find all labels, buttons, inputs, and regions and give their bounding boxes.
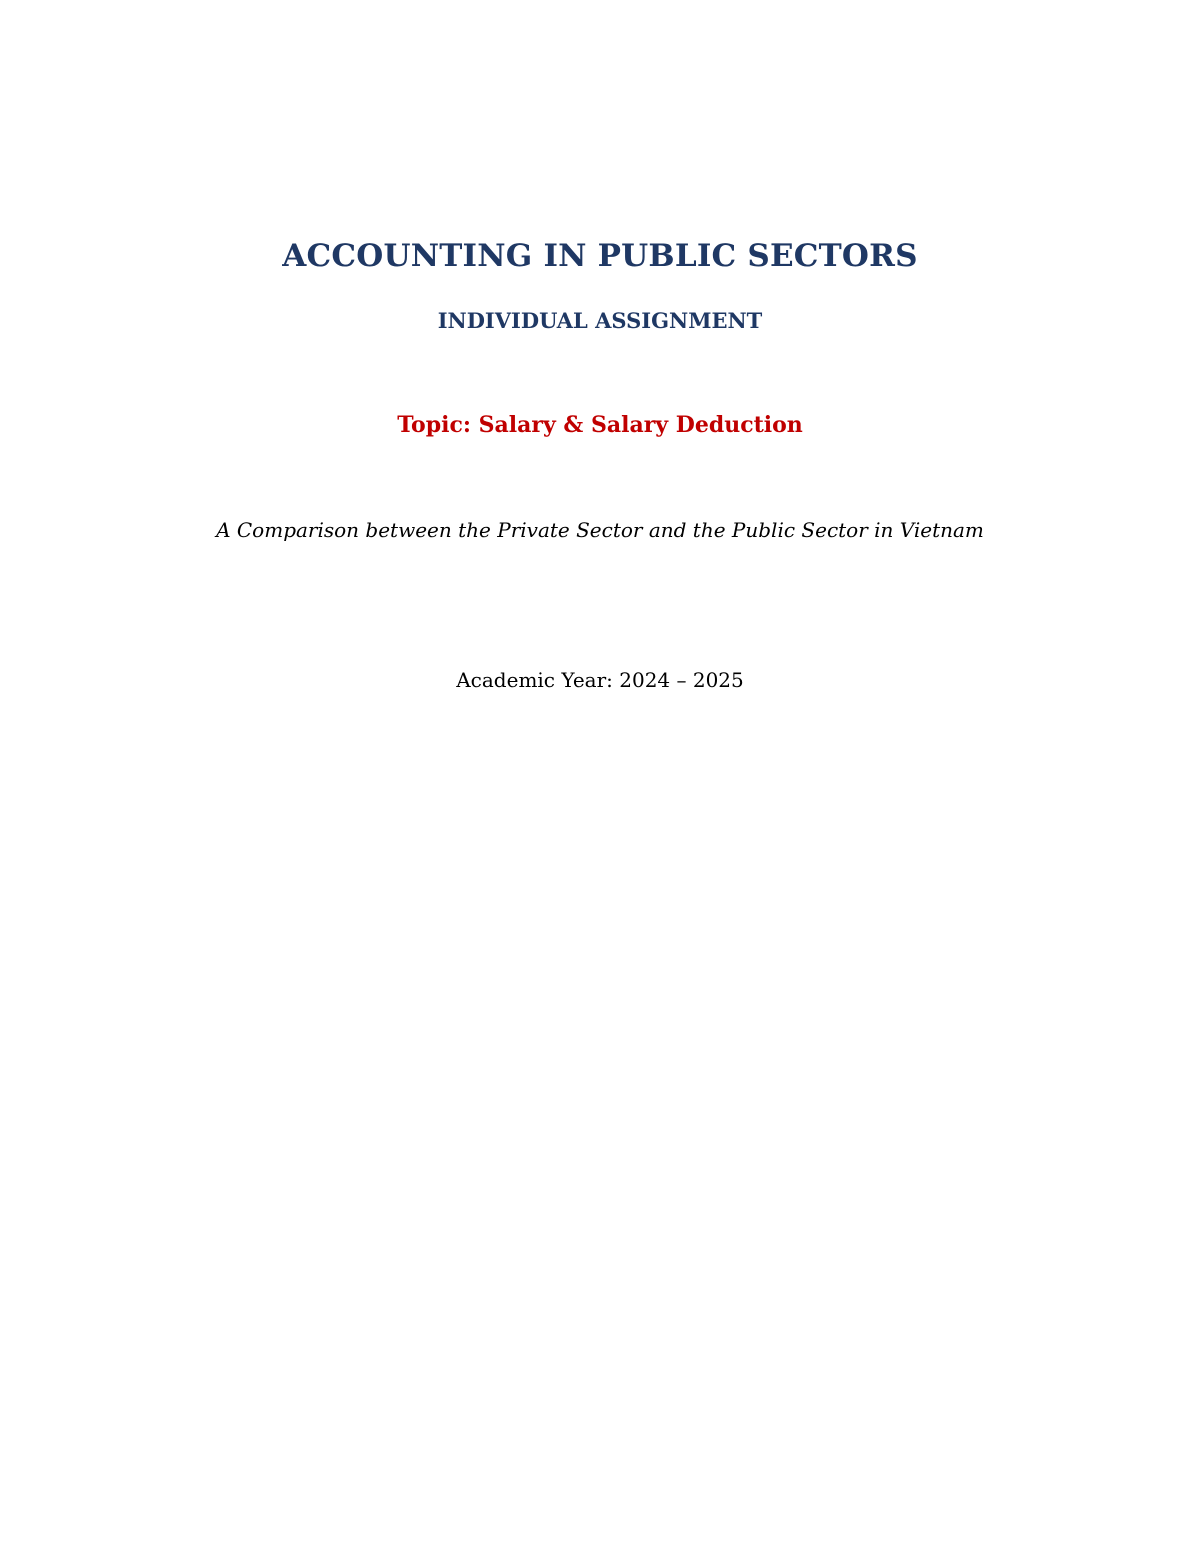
document-subtitle: INDIVIDUAL ASSIGNMENT [437,308,763,333]
document-topic: Topic: Salary & Salary Deduction [397,412,803,438]
document-title: ACCOUNTING IN PUBLIC SECTORS [282,238,918,274]
document-comparison-line: A Comparison between the Private Sector and the Public Sector in Vietnam [216,518,984,542]
academic-year: Academic Year: 2024 – 2025 [456,668,744,692]
